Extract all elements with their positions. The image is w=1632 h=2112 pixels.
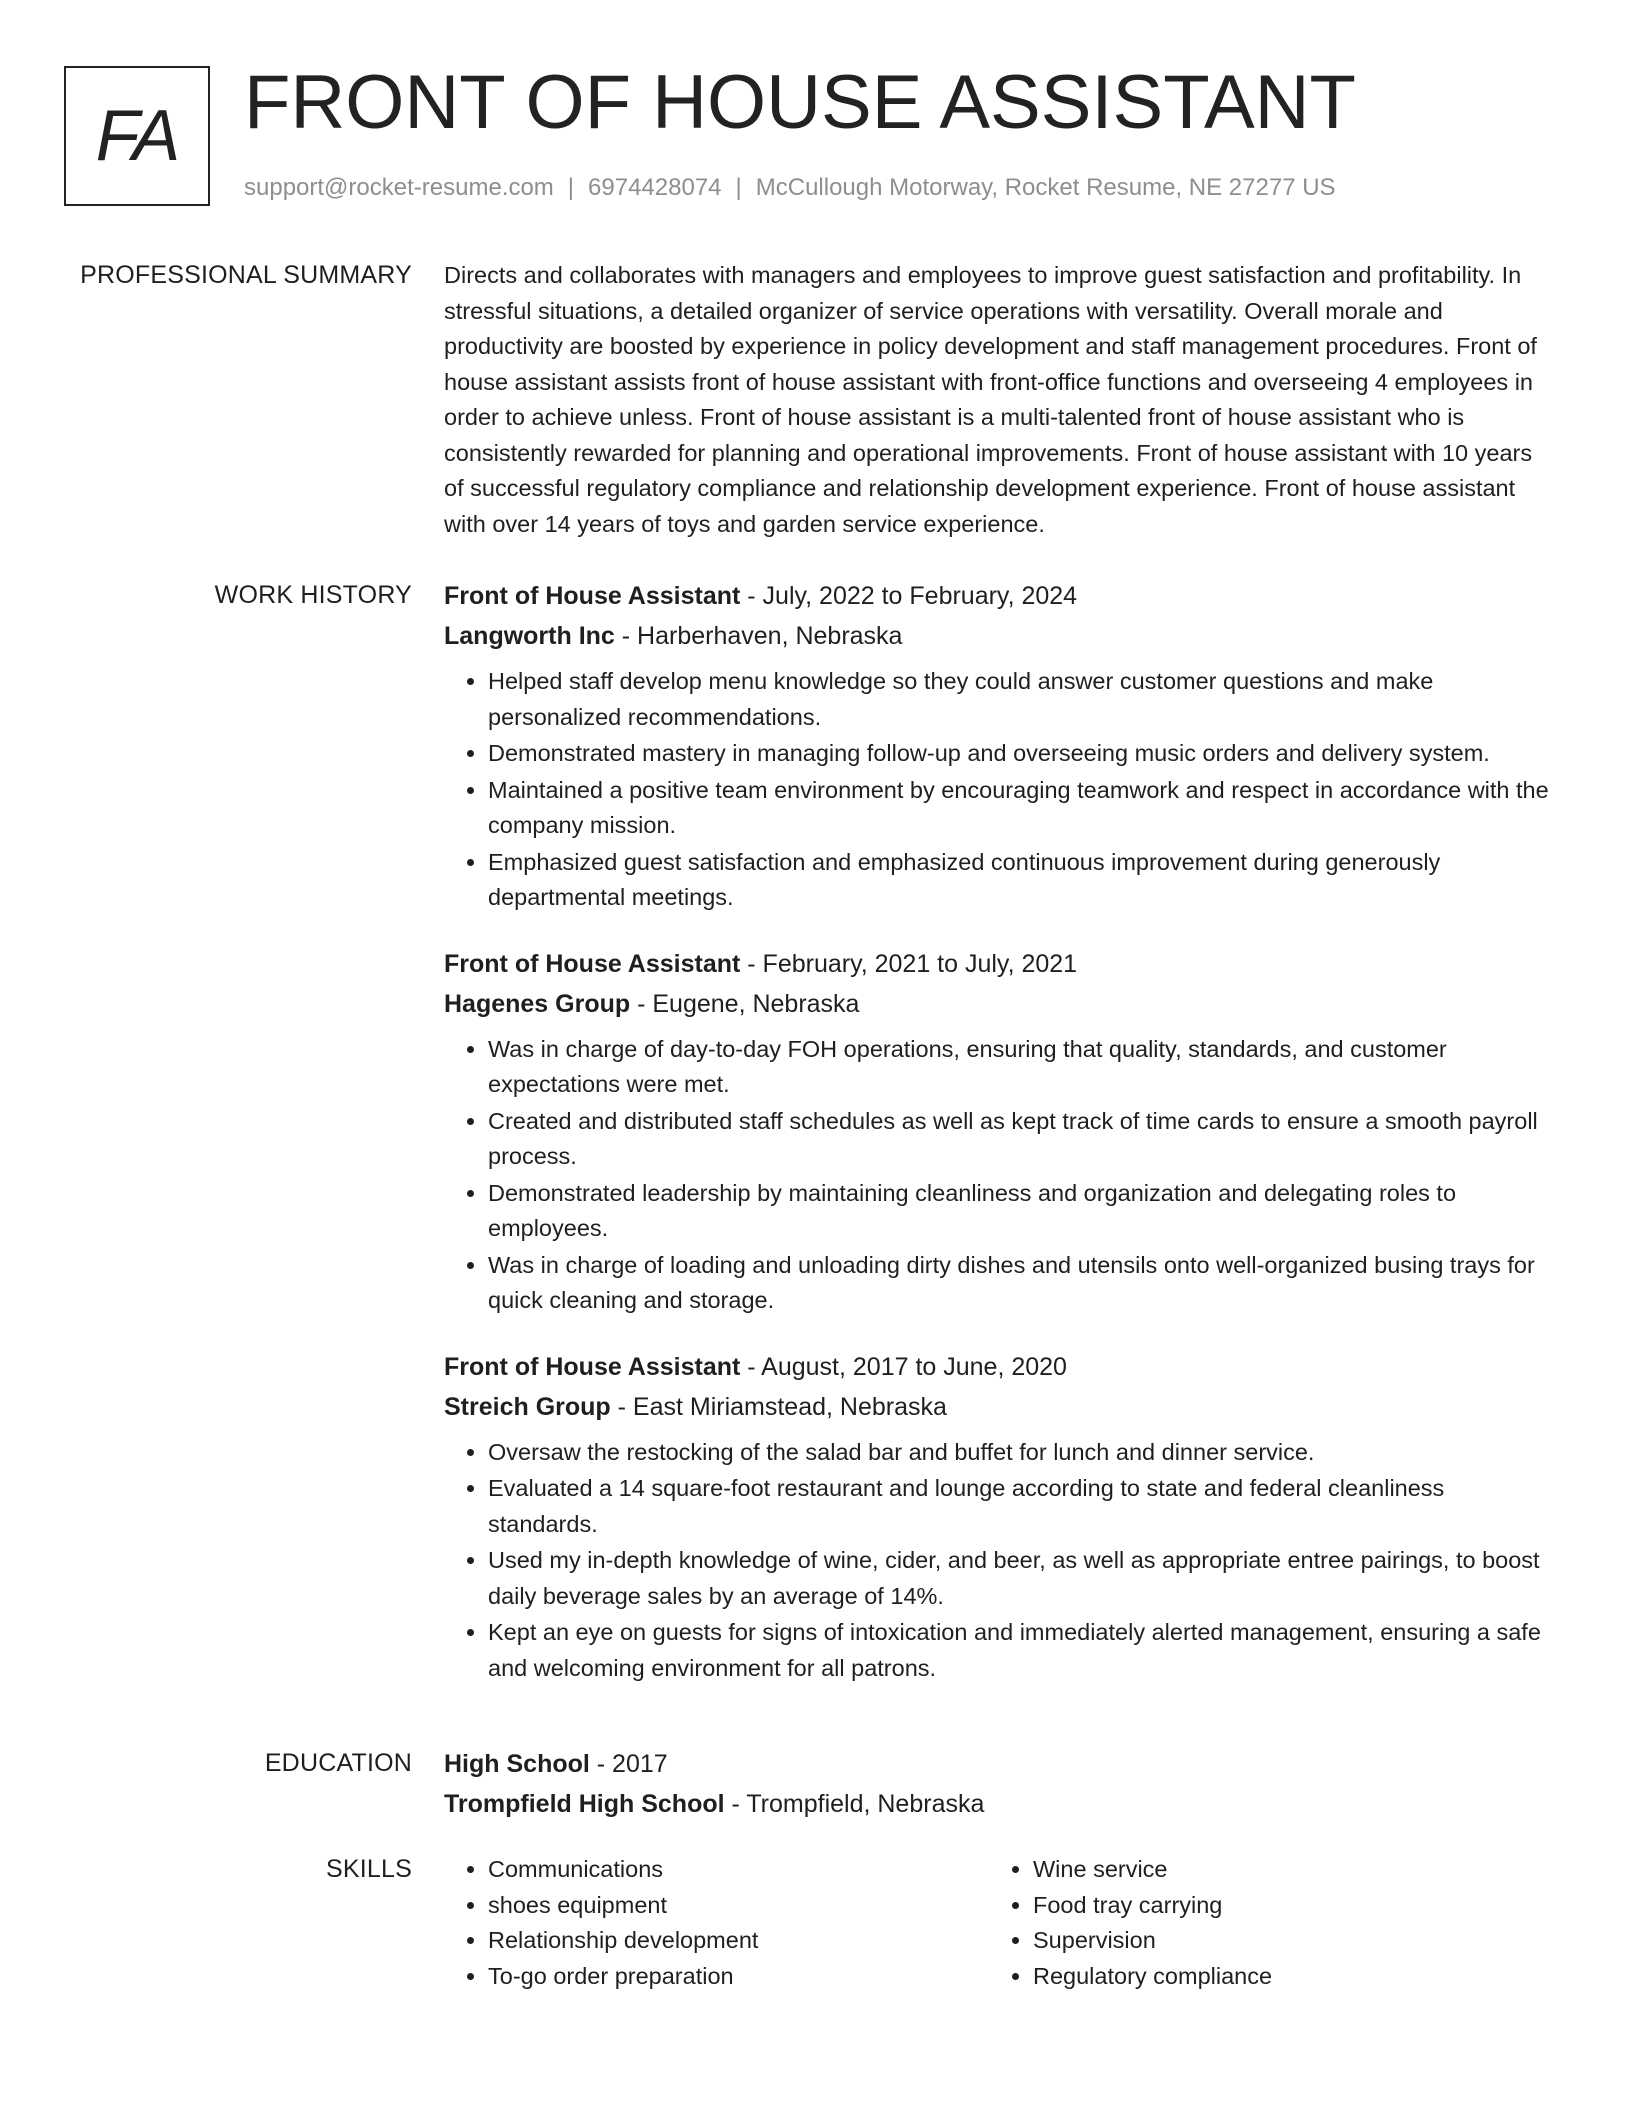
work-history-body <box>444 576 1554 1714</box>
job-bullets <box>444 1032 1554 1319</box>
job-company-line <box>444 1387 1554 1427</box>
skills-list <box>444 1852 989 1994</box>
job-bullet: • Was in charge of loading and unloading dirty dishes and utensils onto well-organized busing trays for quick cleaning and storage. <box>488 1248 1554 1319</box>
education-label: EDUCATION <box>264 1749 412 1777</box>
education-year: - 2017 <box>589 1750 668 1778</box>
job-bullet: • Evaluated a 14 square-foot restaurant and lounge according to state and federal cleanliness standards. <box>488 1471 1554 1542</box>
job-bullets <box>444 664 1554 916</box>
skill-item: • Food tray carrying <box>1033 1888 1534 1924</box>
job-entry <box>444 576 1554 916</box>
job-bullet: • Demonstrated mastery in managing follow-up and overseeing music orders and delivery system. <box>488 736 1554 772</box>
work-history-label: WORK HISTORY <box>214 581 412 609</box>
job-bullet: • Maintained a positive team environment by encouraging teamwork and respect in accordance with the company mission. <box>488 773 1554 844</box>
summary-text: Directs and collaborates with managers and employees to improve guest satisfaction and profitability. In stressful situations, a detailed organizer of service operations with versatility. Overall morale and productivity are boosted by experience in policy development and staff management procedures. Front of house assistant assists front of house assistant with front-office functions and overseeing 4 employees in order to achieve unless. Front of house assistant is a multi-talented front of house assistant who is consistently rewarded for planning and operational improvements. Front of house assistant with 10 years of successful regulatory compliance and relationship development experience. Front of house assistant with over 14 years of toys and garden service experience. <box>444 262 1537 537</box>
job-bullet: • Helped staff develop menu knowledge so they could answer customer questions and make personalized recommendations. <box>488 664 1554 735</box>
contact-separator: | <box>735 174 742 201</box>
education-school: Trompfield High School <box>444 1790 725 1818</box>
education-location: - Trompfield, Nebraska <box>724 1790 985 1818</box>
job-bullet: • Emphasized guest satisfaction and emphasized continuous improvement during generously departmental meetings. <box>488 845 1554 916</box>
job-bullet: • Demonstrated leadership by maintaining cleanliness and organization and delegating roles to employees. <box>488 1176 1554 1247</box>
job-company: Streich Group <box>444 1392 611 1421</box>
skill-item: • Regulatory compliance <box>1033 1959 1534 1995</box>
job-location: - Harberhaven, Nebraska <box>614 622 903 650</box>
skill-item: • shoes equipment <box>488 1888 989 1924</box>
skill-item: • Wine service <box>1033 1852 1534 1888</box>
contact-phone: 6974428074 <box>588 174 722 201</box>
job-entry <box>444 1347 1554 1687</box>
job-title-line <box>444 1347 1554 1387</box>
job-dates: - February, 2021 to July, 2021 <box>740 949 1078 978</box>
job-company: Langworth Inc <box>444 622 615 650</box>
job-bullet: • Created and distributed staff schedules as well as kept track of time cards to ensure a smooth payroll process. <box>488 1104 1554 1175</box>
contact-line <box>244 172 1336 204</box>
job-title: Front of House Assistant <box>444 1352 741 1381</box>
monogram-box <box>64 66 210 206</box>
skill-item: • Relationship development <box>488 1923 989 1959</box>
job-company-line <box>444 616 1554 656</box>
monogram-initials: FA <box>95 96 179 176</box>
education-degree: High School <box>444 1750 590 1778</box>
job-bullet: • Was in charge of day-to-day FOH operations, ensuring that quality, standards, and customer expectations were met. <box>488 1032 1554 1103</box>
resume-title: FRONT OF HOUSE ASSISTANT <box>244 60 1356 145</box>
skills-column-right <box>989 1852 1534 1994</box>
summary-label: PROFESSIONAL SUMMARY <box>80 261 412 289</box>
job-company-line <box>444 984 1554 1024</box>
contact-address: McCullough Motorway, Rocket Resume, NE 27277 US <box>755 174 1336 201</box>
skills-body <box>444 1852 1554 1994</box>
job-location: - East Miriamstead, Nebraska <box>610 1392 947 1421</box>
skill-item: • Communications <box>488 1852 989 1888</box>
job-bullet: • Used my in-depth knowledge of wine, cider, and beer, as well as appropriate entree pairings, to boost daily beverage sales by an average of 14%. <box>488 1543 1554 1614</box>
job-bullet: • Oversaw the restocking of the salad bar and buffet for lunch and dinner service. <box>488 1435 1554 1471</box>
job-dates: - August, 2017 to June, 2020 <box>740 1352 1067 1381</box>
skills-columns <box>444 1852 1554 1994</box>
job-title-line <box>444 944 1554 984</box>
summary-body <box>444 258 1554 542</box>
skill-item: • Supervision <box>1033 1923 1534 1959</box>
job-entry <box>444 944 1554 1319</box>
skills-column-left <box>444 1852 989 1994</box>
contact-email: support@rocket-resume.com <box>244 174 554 201</box>
skills-list <box>989 1852 1534 1994</box>
education-body <box>444 1744 1554 1824</box>
job-title-line <box>444 576 1554 616</box>
job-location: - Eugene, Nebraska <box>630 989 860 1018</box>
skills-label: SKILLS <box>326 1855 412 1883</box>
job-title: Front of House Assistant <box>444 582 741 610</box>
job-bullet: • Kept an eye on guests for signs of intoxication and immediately alerted management, ensuring a safe and welcoming environment for all patrons. <box>488 1615 1554 1686</box>
contact-separator: | <box>567 174 575 201</box>
job-company: Hagenes Group <box>444 989 631 1018</box>
education-school-line <box>444 1784 1554 1824</box>
job-title: Front of House Assistant <box>444 949 741 978</box>
education-degree-line <box>444 1744 1554 1784</box>
skill-item: • To-go order preparation <box>488 1959 989 1995</box>
job-bullets <box>444 1435 1554 1687</box>
job-dates: - July, 2022 to February, 2024 <box>740 582 1078 610</box>
